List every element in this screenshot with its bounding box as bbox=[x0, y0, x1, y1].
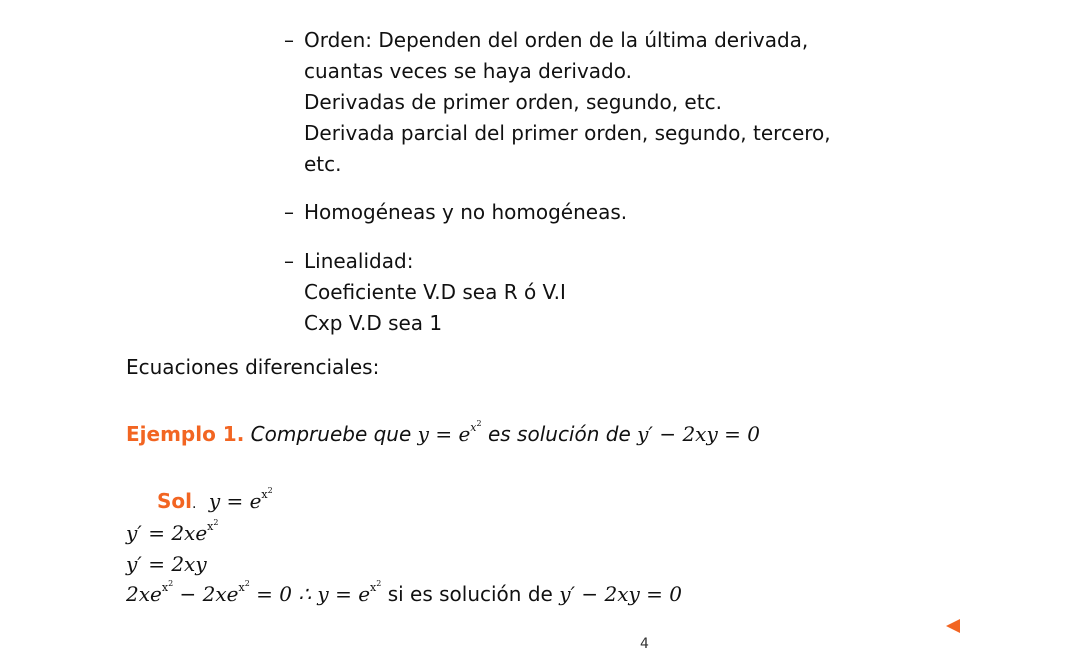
solution-eq-4: $2xe^{x^2} - 2xe^{x^2} = 0$ ∴ $y = e^{x^2}$ bbox=[126, 579, 382, 606]
orden-line-3: Derivadas de primer orden, segundo, etc. bbox=[304, 90, 722, 114]
example-1 bbox=[126, 419, 760, 446]
example-text-middle: es solución de bbox=[487, 422, 631, 446]
solution-line-4 bbox=[126, 579, 683, 606]
solution-line-3: y′ = 2xy bbox=[126, 552, 207, 576]
solution-line-1: Sol. $y = e^{x^2}$ bbox=[157, 486, 273, 513]
solution-label: Sol bbox=[157, 489, 192, 513]
list-item-homogeneas bbox=[284, 197, 627, 228]
solution-eq-1: $y = e^{x^2}$ bbox=[208, 486, 273, 513]
section-heading: Ecuaciones diferenciales: bbox=[126, 355, 380, 379]
left-arrow-icon[interactable] bbox=[946, 619, 960, 633]
homogeneas-text: Homogéneas y no homogéneas. bbox=[304, 200, 628, 224]
list-dash: – bbox=[284, 200, 294, 224]
example-text-before: Compruebe que bbox=[250, 422, 412, 446]
solution-line-2: $y' = 2xe^{x^2}$ bbox=[126, 518, 219, 545]
solution-text: si es solución de bbox=[387, 582, 553, 606]
list-item-orden bbox=[284, 25, 831, 180]
linealidad-line-1: Linealidad: bbox=[304, 249, 414, 273]
linealidad-line-2: Coeficiente V.D sea R ó V.I bbox=[304, 280, 566, 304]
example-equation-1: $y = e^{x^2}$ bbox=[417, 419, 482, 446]
list-dash: – bbox=[284, 28, 294, 52]
list-item-linealidad bbox=[284, 246, 566, 339]
page-number: 4 bbox=[640, 636, 649, 652]
example-label: Ejemplo 1. bbox=[126, 422, 245, 446]
example-equation-2: y′ − 2xy = 0 bbox=[637, 422, 760, 446]
orden-line-1: Orden: Dependen del orden de la última derivada, bbox=[304, 28, 809, 52]
list-dash: – bbox=[284, 249, 294, 273]
orden-line-2: cuantas veces se haya derivado. bbox=[304, 59, 632, 83]
solution-eq-final: y′ − 2xy = 0 bbox=[559, 582, 683, 606]
orden-line-4: Derivada parcial del primer orden, segundo, tercero, bbox=[304, 121, 831, 145]
linealidad-line-3: Cxp V.D sea 1 bbox=[304, 311, 443, 335]
orden-line-5: etc. bbox=[304, 152, 342, 176]
list-item-orden-text bbox=[304, 25, 831, 180]
